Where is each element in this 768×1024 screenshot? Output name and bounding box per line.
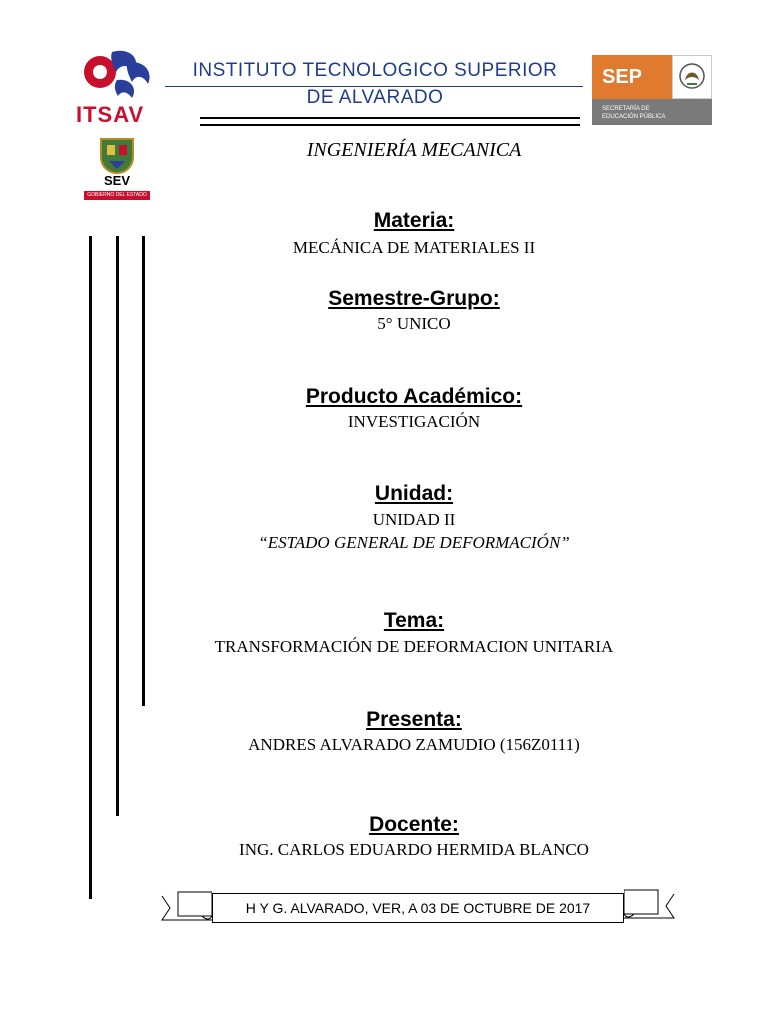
producto-value: INVESTIGACIÓN — [347, 412, 481, 431]
decor-line-middle — [116, 236, 119, 816]
presenta-heading: Presenta: — [366, 708, 462, 731]
sev-logo-subtext: GOBIERNO DEL ESTADO — [84, 191, 150, 200]
tema-value: TRANSFORMACIÓN DE DEFORMACION UNITARIA — [214, 637, 614, 656]
semestre-grupo-value: 5° UNICO — [377, 314, 451, 333]
state-shield-icon — [97, 135, 137, 175]
unidad-value: UNIDAD II — [372, 510, 456, 529]
institute-name-line2: DE ALVARADO — [306, 87, 444, 108]
decor-line-right — [142, 236, 145, 706]
date-banner — [212, 893, 624, 923]
itsav-logo — [72, 42, 162, 132]
mexico-eagle-icon — [673, 56, 711, 98]
unidad-subtitle: “ESTADO GENERAL DE DEFORMACIÓN” — [258, 533, 570, 552]
sep-logo — [592, 55, 712, 125]
producto-heading: Producto Académico: — [305, 385, 523, 408]
decor-line-left — [89, 236, 92, 899]
sep-subtext-line1: SECRETARÍA DE — [602, 106, 650, 112]
sev-logo — [84, 135, 150, 205]
itsav-logo-text: ITSAV — [76, 102, 145, 127]
semestre-grupo-heading: Semestre-Grupo: — [328, 287, 500, 310]
sep-subtext-line2: EDUCACIÓN PÚBLICA — [602, 114, 666, 120]
materia-heading: Materia: — [373, 209, 455, 232]
scroll-end-left-icon — [160, 890, 212, 926]
date-line: H Y G. ALVARADO, VER, A 03 DE OCTUBRE DE 2017 — [245, 900, 591, 916]
institute-name-line1: INSTITUTO TECNOLOGICO SUPERIOR — [192, 60, 558, 81]
sev-logo-text: SEV — [103, 173, 130, 188]
scroll-end-right-icon — [624, 888, 676, 924]
docente-heading: Docente: — [369, 813, 459, 836]
unidad-heading: Unidad: — [374, 482, 454, 505]
header-rule-thin — [165, 86, 583, 87]
career-title: INGENIERÍA MECANICA — [306, 139, 522, 161]
header-rule-thick-1 — [200, 117, 580, 119]
docente-value: ING. CARLOS EDUARDO HERMIDA BLANCO — [239, 840, 589, 859]
mexico-shield-box — [672, 55, 712, 99]
tema-heading: Tema: — [383, 609, 445, 632]
sep-subtext-box — [592, 99, 712, 125]
presenta-value: ANDRES ALVARADO ZAMUDIO (156Z0111) — [248, 735, 580, 754]
materia-value: MECÁNICA DE MATERIALES II — [292, 238, 536, 257]
header-rule-thick-2 — [200, 124, 580, 126]
sep-logo-box: SEP — [592, 55, 672, 99]
